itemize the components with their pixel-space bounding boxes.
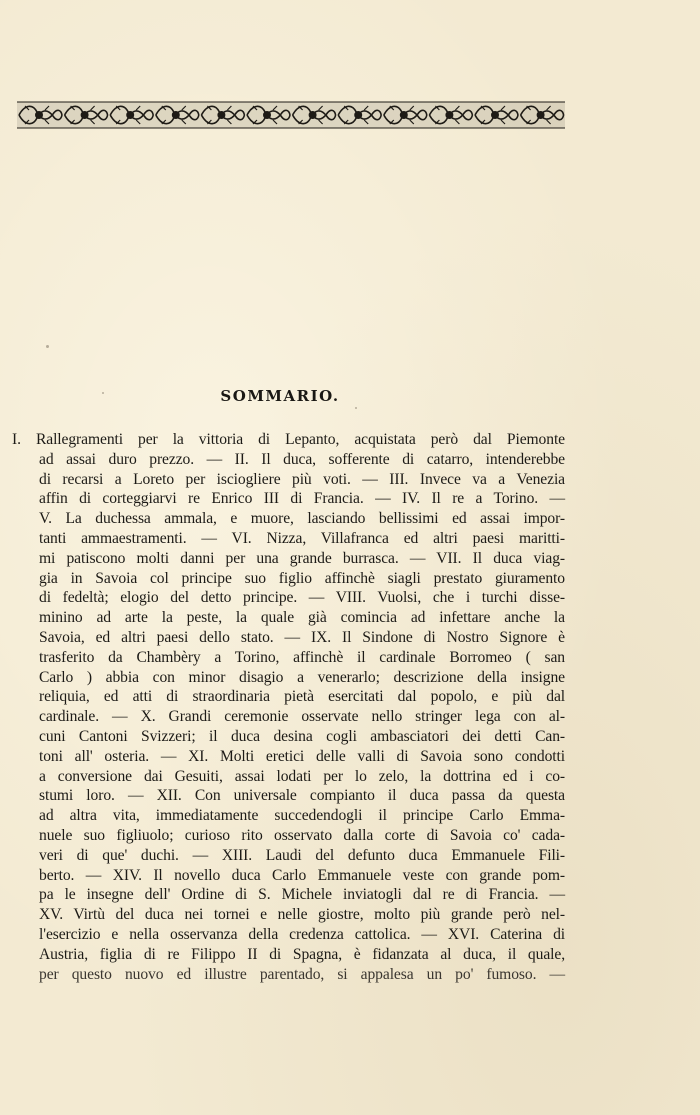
summary-line: toni all' osteria. — XI. Molti eretici delle valli di Savoia sono condotti [39, 747, 565, 765]
summary-line: stumi loro. — XII. Con universale compianto il duca passa da questa [39, 787, 565, 805]
summary-line: a conversione dai Gesuiti, assai lodati per lo zelo, la dottrina ed i co- [39, 767, 565, 785]
summary-line: affin di corteggiarvi re Enrico III di Francia. — IV. Il re a Torino. — [39, 490, 565, 508]
summary-line: veri di que' duchi. — XIII. Laudi del defunto duca Emmanuele Fili- [39, 846, 565, 864]
summary-line: di fedeltà; elogio del detto principe. — VIII. Vuolsi, che i turchi disse- [39, 589, 565, 607]
summary-line: cuni Cantoni Svizzeri; il duca desina cogli ambasciatori dei detti Can- [39, 727, 565, 745]
summary-text [12, 430, 565, 984]
summary-line: Carlo ) abbia con minor disagio a venerarlo; descrizione della insigne [39, 668, 565, 686]
paper-speck [102, 392, 104, 394]
summary-line: I. Rallegramenti per la vittoria di Lepanto, acquistata però dal Piemonte [12, 431, 565, 448]
summary-line: mi patiscono molti danni per una grande burrasca. — VII. Il duca viag- [39, 549, 565, 567]
paper-speck [355, 407, 357, 409]
page-title: SOMMARIO. [220, 387, 340, 405]
summary-line: Savoia, ed altri paesi dello stato. — IX. Il Sindone di Nostro Signore è [39, 628, 565, 646]
summary-line: reliquia, ed atti di straordinaria pietà esercitati dal popolo, e più dal [39, 688, 565, 706]
summary-line: cardinale. — X. Grandi ceremonie osservate nello stringer lega con al- [39, 708, 565, 726]
summary-line: pa le insegne dell' Ordine di S. Michele inviatogli dal re di Francia. — [39, 886, 565, 904]
summary-line: di recarsi a Loreto per isciogliere più voti. — III. Invece va a Venezia [39, 470, 565, 488]
summary-line: XV. Virtù del duca nei tornei e nelle giostre, molto più grande però nel- [39, 906, 565, 924]
summary-line: trasferito da Chambèry a Torino, affinchè il cardinale Borromeo ( san [39, 648, 565, 666]
decorative-border-icon [17, 100, 565, 130]
summary-line: V. La duchessa ammala, e muore, lasciando bellissimi ed assai impor- [39, 510, 565, 528]
summary-line: berto. — XIV. Il novello duca Carlo Emmanuele veste con grande pom- [39, 866, 565, 884]
summary-line: ad altra vita, immediatamente succedendogli il principe Carlo Emma- [39, 807, 565, 825]
paper-speck [46, 345, 49, 348]
summary-line: Austria, figlia di re Filippo II di Spagna, è fidanzata al duca, il quale, [39, 945, 565, 963]
summary-line: l'esercizio e nella osservanza della credenza cattolica. — XVI. Caterina di [39, 925, 565, 943]
summary-line: ad assai duro prezzo. — II. Il duca, sofferente di catarro, intenderebbe [39, 450, 565, 468]
summary-line: nuele suo figliuolo; curioso rito osservato dalla corte di Savoia co' cada- [39, 826, 565, 844]
summary-line: per questo nuovo ed illustre parentado, si appalesa un po' fumoso. — [39, 965, 565, 983]
summary-line: minino ad arte la peste, la quale già comincia ad infettare anche la [39, 609, 565, 627]
summary-line: gia in Savoia col principe suo figlio affinchè siagli prestato giuramento [39, 569, 565, 587]
summary-line: tanti ammaestramenti. — VI. Nizza, Villafranca ed altri paesi maritti- [39, 529, 565, 547]
